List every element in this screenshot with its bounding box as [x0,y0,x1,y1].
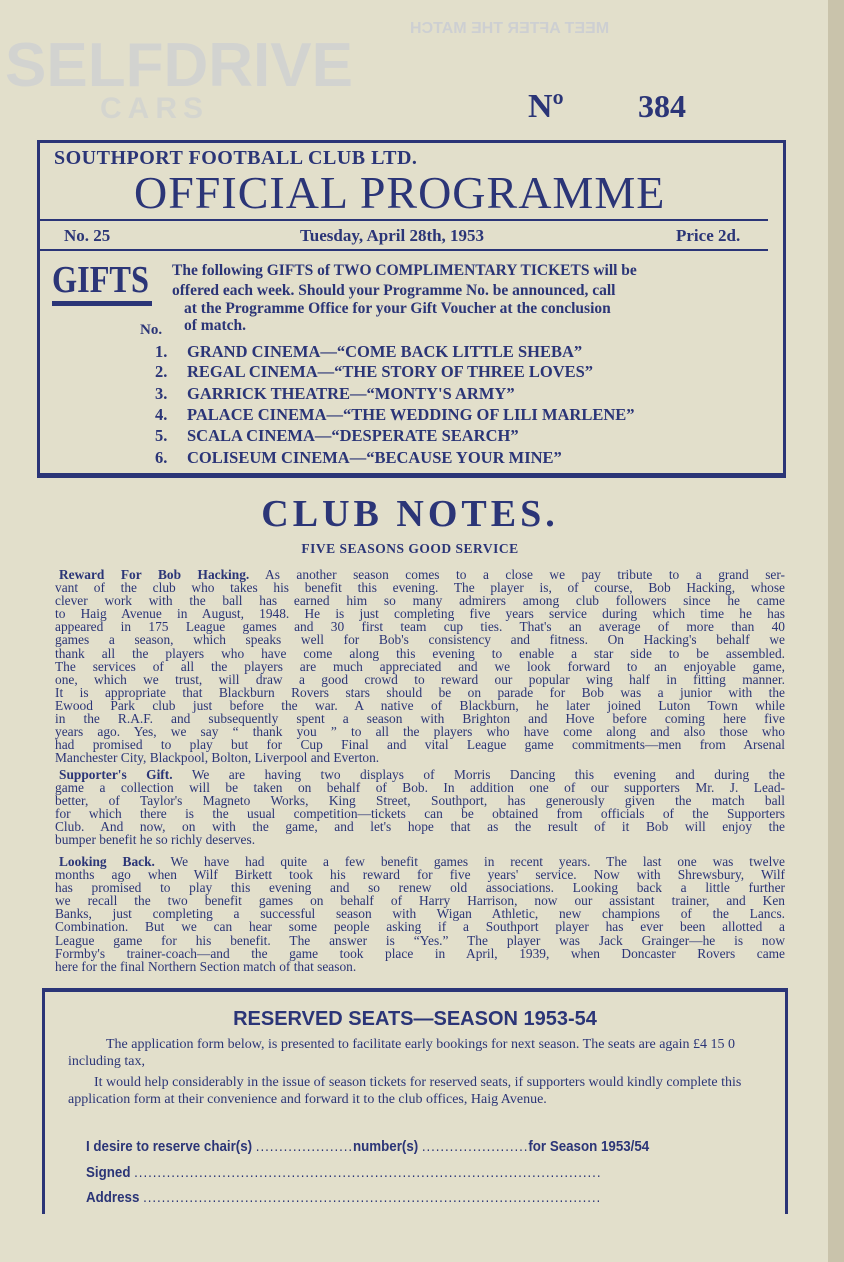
gift-item [155,384,515,404]
section-subtitle: FIVE SEASONS GOOD SERVICE [301,541,519,556]
reserved-seats-title: RESERVED SEATS—SEASON 1953-54 [233,1008,597,1030]
issue-number: No. 25 [64,226,111,245]
signed-line [86,1165,601,1181]
gift-item-text: GRAND CINEMA—“COME BACK LITTLE SHEBA” [187,342,583,361]
gifts-intro-line: offered each week. Should your Programme No. be announced, call [172,282,616,299]
text-line: for which there is the usual competition—tickets can be obtained from officials of the Supporters [55,806,785,822]
text-line: we recall the two benefit games on behalf of Harry Harrison, now our assistant trainer, and Ken [55,893,785,909]
paragraph-supporters-gift [55,768,785,847]
paragraph-reward [55,568,785,764]
gifts-intro-line: of match. [184,317,246,334]
gift-item-number: 4. [155,405,168,424]
text-line: appeared in 175 League games and 30 first team cup ties. That's an average of more than 40 [55,619,785,635]
paragraph-lead: Supporter's Gift. [59,767,173,782]
reserved-seats-intro: The application form below, is presented to facilitate early bookings for next season. The seats are again £4 15 0 including tax, [68,1037,736,1069]
text-line: had promised to play but for Cup Final and vital League game commitments—men from Arsenal [55,737,785,753]
divider [40,249,768,251]
divider [40,219,768,221]
text-line: clever work with the ball has earned him so many admirers among club followers since he came [55,593,785,609]
programme-number: 384 [638,88,686,124]
page-edge [828,0,844,1262]
text-line: The services of all the players are much appreciated and we look forward to an enjoyable game, [55,658,785,674]
text-line: Club. And now, on with the game, and let's hope that as the result of it Bob will enjoy the [55,819,785,835]
signed-label: Signed [86,1165,131,1181]
text-line: It is appropriate that Blackburn Rovers stars should be on parade for Bob was a junior with the [55,684,785,700]
club-name: SOUTHPORT FOOTBALL CLUB LTD. [54,147,418,169]
reserve-chair-line [86,1139,649,1155]
text-line: here for the final Northern Section match of that season. [55,958,357,974]
gift-item [155,362,593,382]
address-line [86,1190,601,1206]
season-label: for Season 1953/54 [528,1139,650,1155]
gift-item [155,342,582,362]
number-label: number(s) [352,1139,419,1155]
text-line: Banks, just completing a successful season with Wigan Athletic, new champions of the Lancs. [55,906,785,922]
gift-item-number: 3. [155,384,168,403]
paragraph-lead: Looking Back. [59,854,155,869]
gifts-underline [52,301,152,306]
text-line: game a collection will be taken on behalf of Bob. In addition one of our supporters Mr. J. Lead- [55,780,785,796]
chair-field[interactable]: ..................... [255,1139,353,1155]
number-column-label: No. [140,322,163,338]
gift-item-text: COLISEUM CINEMA—“BECAUSE YOUR MINE” [187,448,562,467]
show-through-text: MEET AFTER THE MATCH [410,20,610,37]
gift-item-text: REGAL CINEMA—“THE STORY OF THREE LOVES” [187,362,594,381]
text-line: to Haig Avenue in August, 1948. He is just completing five years service during which time he has [55,606,785,622]
address-label: Address [86,1190,140,1206]
text-line: in the R.A.F. and subsequently spent a season with Brighton and Hove before coming here five [55,711,785,727]
match-date: Tuesday, April 28th, 1953 [300,226,485,245]
section-title: CLUB NOTES. [261,493,559,535]
gift-item-number: 5. [155,426,168,445]
reserve-label: I desire to reserve chair(s) [86,1139,253,1155]
gift-item-number: 1. [155,342,168,361]
text-line: better, of Taylor's Magneto Works, King Street, Southport, has generously given the match ball [55,793,785,809]
paragraph-looking-back [55,855,785,973]
page-title: OFFICIAL PROGRAMME [134,167,666,218]
paragraph-lead: Reward For Bob Hacking. [59,567,250,582]
address-field[interactable]: ................................................................................................... [143,1190,602,1206]
text-line: Manchester City, Blackpool, Bolton, Liverpool and Everton. [55,750,380,766]
text-line: Formby's trainer-coach—and the game took place in April, 1939, when Doncaster Rovers came [55,945,785,961]
gifts-heading: GIFTS [52,259,149,301]
gift-item [155,405,635,425]
gifts-intro-line: The following GIFTS of TWO COMPLIMENTARY TICKETS will be [172,262,637,279]
gift-item-text: SCALA CINEMA—“DESPERATE SEARCH” [187,426,519,445]
reserved-seats-request: It would help considerably in the issue of season tickets for reserved seats, if supporters would kindly complete this application form at their convenience and forward it to the club offices, Haig Avenue. [68,1075,742,1107]
text-line: vant of the club who takes his benefit this evening. The player is, of course, Bob Hacking, whose [55,580,785,596]
signature-field[interactable]: ..................................................................................................... [134,1165,602,1181]
gifts-intro-line: at the Programme Office for your Gift Voucher at the conclusion [184,300,611,317]
text-line: Combination. But we can hear some people asking if a Southport player has ever been allotted a [55,919,785,935]
text-line: League game for his benefit. The answer is “Yes.” The player was Jack Grainger—he is now [55,932,785,948]
gift-item-text: PALACE CINEMA—“THE WEDDING OF LILI MARLENE” [187,405,635,424]
text-line: has promised to play this evening and so renew old associations. Looking back a little further [55,880,785,896]
show-through-text: CARS [100,92,210,125]
text-line: thank all the players who have come along this evening to enable a star side to be assembled. [55,645,785,661]
programme-number-label: Nº [528,88,564,125]
text-line: years ago. Yes, we say “ thank you ” to all the players who have come along and also those who [55,724,785,740]
number-field[interactable]: ....................... [421,1139,529,1155]
gift-item-number: 2. [155,362,168,381]
paragraph-text: We have had quite a few benefit games in recent years. The last one was twelve [170,854,785,869]
show-through-text: SELFDRIVE [5,31,353,100]
text-line: bumper benefit he so richly deserves. [55,832,256,848]
text-line: one, which we trust, will draw a good crowd to reward our popular wing half in fitting manner. [55,671,785,687]
paragraph-text: We are having two displays of Morris Dancing this evening and during the [191,767,786,782]
paragraph-text: As another season comes to a close we pay tribute to a grand ser- [265,567,786,582]
gift-item-text: GARRICK THEATRE—“MONTY'S ARMY” [187,384,515,403]
gift-item [155,426,519,446]
text-line: Ewood Park club just before the war. A native of Blackburn, he later joined Luton Town while [55,697,785,713]
gift-item-number: 6. [155,448,168,467]
gift-item [155,448,562,468]
price: Price 2d. [676,226,741,245]
text-line: games a season, which speaks well for Bob's consistency and fitness. On Hacking's behalf we [55,632,785,648]
text-line: months ago when Wilf Birkett took his reward for five years' service. Now with Shrewsbury, Wilf [55,867,785,883]
